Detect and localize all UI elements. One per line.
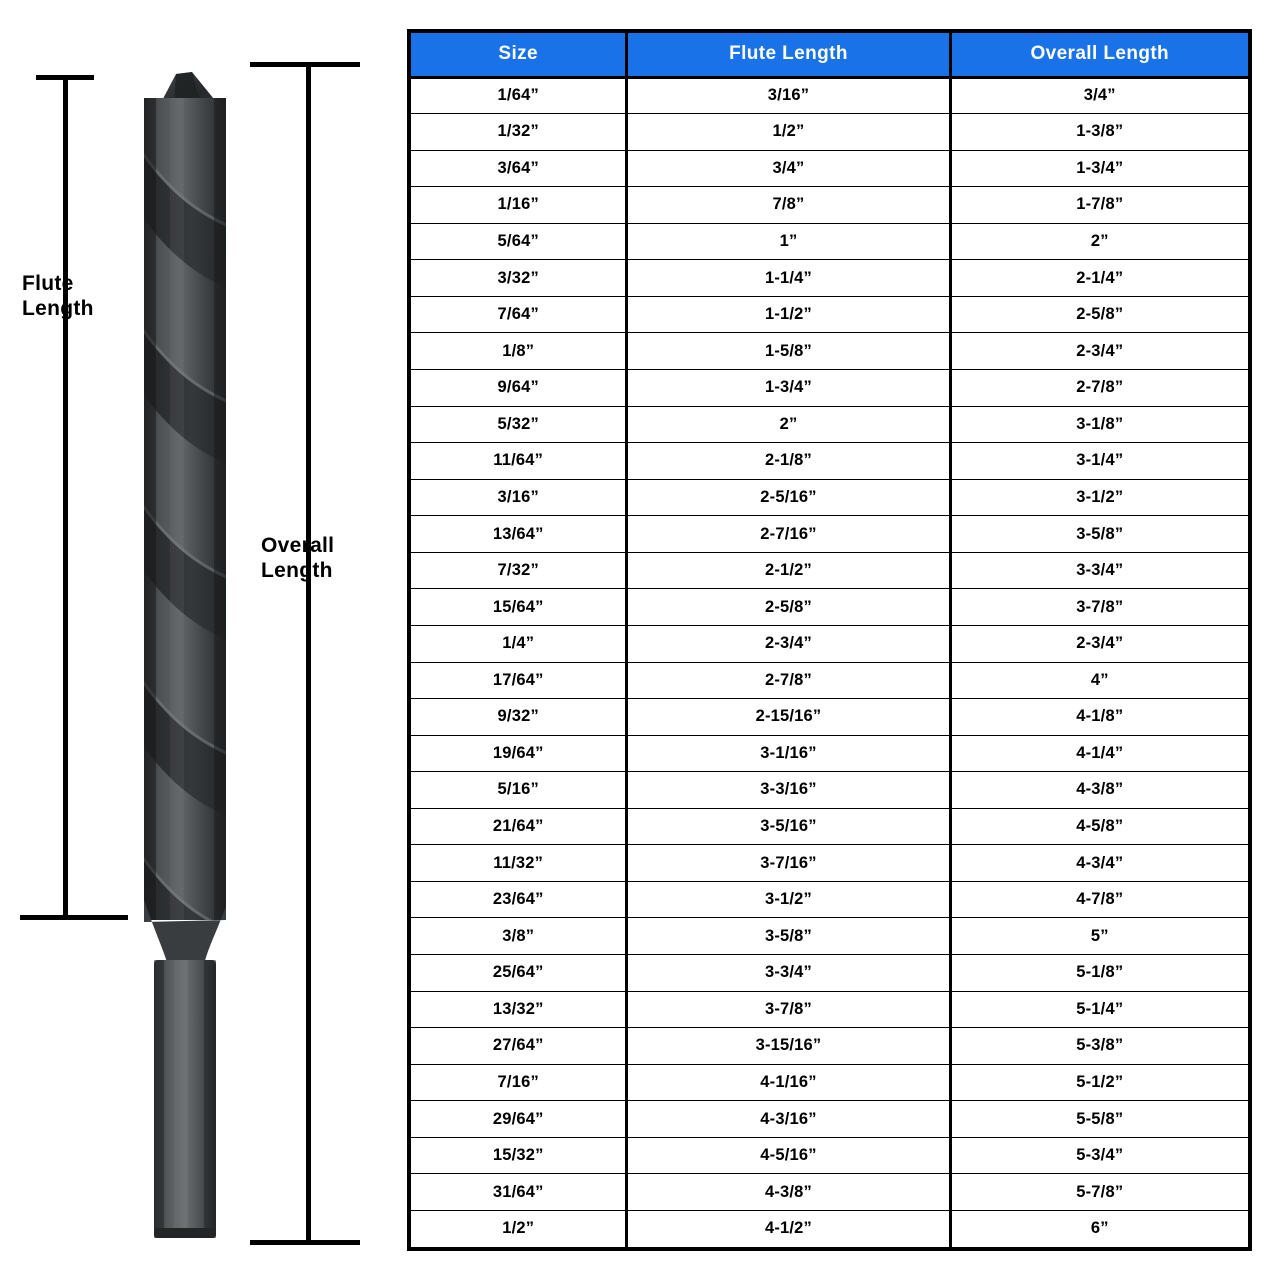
cell-overall-length: 5-3/8” (950, 1028, 1248, 1065)
cell-size: 1/16” (411, 187, 627, 224)
size-chart-table (411, 33, 1248, 1247)
overall-length-dimension-line (306, 62, 311, 1245)
cell-overall-length: 3-1/4” (950, 443, 1248, 480)
cell-overall-length: 5-1/2” (950, 1064, 1248, 1101)
table-row (411, 918, 1248, 955)
cell-flute-length: 2-5/16” (627, 479, 950, 516)
table-row (411, 991, 1248, 1028)
cell-overall-length: 2-5/8” (950, 296, 1248, 333)
diagram-panel (0, 0, 400, 1280)
cell-size: 1/2” (411, 1210, 627, 1247)
cell-overall-length: 5-5/8” (950, 1101, 1248, 1138)
cell-flute-length: 2-5/8” (627, 589, 950, 626)
cell-size: 1/8” (411, 333, 627, 370)
table-row (411, 1210, 1248, 1247)
cell-flute-length: 3-3/16” (627, 772, 950, 809)
cell-size: 27/64” (411, 1028, 627, 1065)
cell-size: 11/32” (411, 845, 627, 882)
table-row (411, 589, 1248, 626)
table-row (411, 1064, 1248, 1101)
table-row (411, 772, 1248, 809)
cell-overall-length: 4” (950, 662, 1248, 699)
cell-overall-length: 4-3/4” (950, 845, 1248, 882)
cell-flute-length: 4-5/16” (627, 1137, 950, 1174)
cell-flute-length: 3/16” (627, 77, 950, 114)
cell-overall-length: 4-5/8” (950, 808, 1248, 845)
cell-overall-length: 3-7/8” (950, 589, 1248, 626)
cell-overall-length: 5-1/4” (950, 991, 1248, 1028)
cell-size: 13/32” (411, 991, 627, 1028)
table-row (411, 552, 1248, 589)
cell-overall-length: 3-3/4” (950, 552, 1248, 589)
cell-overall-length: 4-1/4” (950, 735, 1248, 772)
table-row (411, 1174, 1248, 1211)
flute-length-label: Flute Length (22, 272, 94, 320)
table-row (411, 150, 1248, 187)
table-row (411, 735, 1248, 772)
cell-flute-length: 3-1/16” (627, 735, 950, 772)
cell-flute-length: 3/4” (627, 150, 950, 187)
table-row (411, 625, 1248, 662)
overall-length-bottom-cap (250, 1240, 360, 1245)
table-row (411, 1137, 1248, 1174)
cell-flute-length: 3-1/2” (627, 881, 950, 918)
cell-overall-length: 5-3/4” (950, 1137, 1248, 1174)
cell-flute-length: 3-7/8” (627, 991, 950, 1028)
cell-size: 3/8” (411, 918, 627, 955)
table-row (411, 1101, 1248, 1138)
cell-size: 29/64” (411, 1101, 627, 1138)
cell-size: 17/64” (411, 662, 627, 699)
cell-size: 5/64” (411, 223, 627, 260)
table-row (411, 808, 1248, 845)
cell-size: 13/64” (411, 516, 627, 553)
cell-overall-length: 3/4” (950, 77, 1248, 114)
table-row (411, 260, 1248, 297)
cell-size: 11/64” (411, 443, 627, 480)
cell-overall-length: 2-3/4” (950, 333, 1248, 370)
column-header-size: Size (411, 33, 627, 77)
table-body (411, 77, 1248, 1247)
cell-flute-length: 2” (627, 406, 950, 443)
cell-overall-length: 2” (950, 223, 1248, 260)
cell-overall-length: 5-7/8” (950, 1174, 1248, 1211)
table-row (411, 662, 1248, 699)
size-chart-table-container (407, 29, 1252, 1251)
table-row (411, 516, 1248, 553)
column-header-flute-length: Flute Length (627, 33, 950, 77)
column-header-overall-length: Overall Length (950, 33, 1248, 77)
overall-length-top-cap (250, 62, 360, 67)
table-header (411, 33, 1248, 77)
cell-flute-length: 1” (627, 223, 950, 260)
table-row (411, 443, 1248, 480)
cell-flute-length: 3-5/16” (627, 808, 950, 845)
cell-flute-length: 4-3/16” (627, 1101, 950, 1138)
cell-size: 7/16” (411, 1064, 627, 1101)
cell-flute-length: 1/2” (627, 114, 950, 151)
twist-drill-bit-illustration (130, 60, 240, 1245)
cell-overall-length: 4-7/8” (950, 881, 1248, 918)
cell-size: 5/32” (411, 406, 627, 443)
cell-size: 15/32” (411, 1137, 627, 1174)
cell-overall-length: 5” (950, 918, 1248, 955)
cell-size: 7/64” (411, 296, 627, 333)
table-header-row (411, 33, 1248, 77)
cell-size: 1/4” (411, 625, 627, 662)
flute-length-dimension-line (63, 75, 68, 920)
cell-size: 5/16” (411, 772, 627, 809)
cell-size: 1/32” (411, 114, 627, 151)
cell-overall-length: 6” (1090, 1219, 1109, 1238)
cell-flute-length: 7/8” (627, 187, 950, 224)
cell-flute-length: 1-1/2” (627, 296, 950, 333)
overall-length-label: Overall Length (261, 534, 335, 582)
cell-flute-length: 3-5/8” (627, 918, 950, 955)
cell-flute-length: 3-3/4” (627, 955, 950, 992)
flute-length-bottom-cap (20, 915, 128, 920)
cell-overall-length: 1-7/8” (950, 187, 1248, 224)
table-row (411, 881, 1248, 918)
cell-overall-length: 3-1/8” (950, 406, 1248, 443)
flute-length-top-cap (36, 75, 94, 80)
table-row (411, 479, 1248, 516)
cell-overall-length: 3-1/2” (950, 479, 1248, 516)
cell-flute-length: 2-7/16” (627, 516, 950, 553)
cell-flute-length: 4-1/2” (627, 1210, 950, 1247)
cell-size: 19/64” (411, 735, 627, 772)
table-row (411, 406, 1248, 443)
table-row (411, 699, 1248, 736)
cell-flute-length: 2-1/2” (627, 552, 950, 589)
cell-overall-length: 3-5/8” (950, 516, 1248, 553)
cell-overall-length: 1-3/4” (950, 150, 1248, 187)
cell-size: 25/64” (411, 955, 627, 992)
cell-flute-length: 1-3/4” (627, 370, 950, 407)
cell-size: 3/64” (411, 150, 627, 187)
table-row (411, 333, 1248, 370)
cell-flute-length: 2-15/16” (627, 699, 950, 736)
table-row (411, 845, 1248, 882)
cell-size: 3/32” (411, 260, 627, 297)
table-row (411, 77, 1248, 114)
table-row (411, 296, 1248, 333)
drill-bit-svg (130, 60, 240, 1245)
cell-size: 9/32” (411, 699, 627, 736)
cell-flute-length: 4-1/16” (627, 1064, 950, 1101)
cell-size: 23/64” (411, 881, 627, 918)
cell-overall-length: 4-3/8” (950, 772, 1248, 809)
table-row (411, 223, 1248, 260)
cell-flute-length: 3-7/16” (627, 845, 950, 882)
cell-flute-length: 2-7/8” (627, 662, 950, 699)
cell-flute-length: 1-1/4” (627, 260, 950, 297)
table-row (411, 370, 1248, 407)
cell-size: 9/64” (411, 370, 627, 407)
cell-flute-length: 2-3/4” (627, 625, 950, 662)
cell-flute-length: 3-15/16” (627, 1028, 950, 1065)
cell-size: 1/64” (411, 77, 627, 114)
cell-size: 3/16” (411, 479, 627, 516)
cell-overall-length: 2-1/4” (950, 260, 1248, 297)
cell-size: 21/64” (411, 808, 627, 845)
cell-flute-length: 1-5/8” (627, 333, 950, 370)
table-row (411, 955, 1248, 992)
table-row (411, 187, 1248, 224)
table-row (411, 114, 1248, 151)
cell-size: 31/64” (411, 1174, 627, 1211)
cell-flute-length: 4-3/8” (627, 1174, 950, 1211)
cell-overall-length: 2-3/4” (950, 625, 1248, 662)
cell-flute-length: 2-1/8” (627, 443, 950, 480)
cell-size: 15/64” (411, 589, 627, 626)
table-row (411, 1028, 1248, 1065)
cell-overall-length: 4-1/8” (950, 699, 1248, 736)
cell-overall-length: 2-7/8” (950, 370, 1248, 407)
cell-size: 7/32” (411, 552, 627, 589)
cell-overall-length: 5-1/8” (950, 955, 1248, 992)
cell-overall-length: 1-3/8” (950, 114, 1248, 151)
